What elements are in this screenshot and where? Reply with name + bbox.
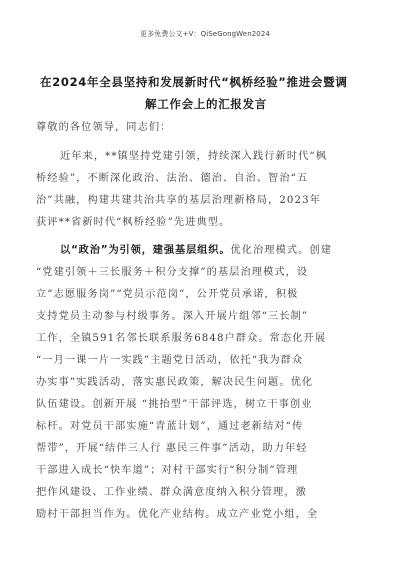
paragraph-line: 把作风建设、工作业绩、群众满意度纳入积分管理，激 bbox=[36, 487, 307, 498]
paragraph-line: 近年来，**镇坚持党建引领，持续深入践行新时代“枫 bbox=[60, 151, 328, 162]
paragraph-line: 标杆。对党员干部实施“青蓝计划”，通过老新结对“传 bbox=[36, 421, 304, 432]
paragraph-line: 获评**省新时代“枫桥经验”先进典型。 bbox=[36, 217, 231, 228]
salutation: 尊敬的各位领导，同志们： bbox=[36, 122, 172, 133]
paragraph-line: 干部进入成长“快车道”；对村干部实行“积分制”管理 bbox=[36, 465, 299, 476]
document-title-line-1: 在2024年全县坚持和发展新时代“枫桥经验”推进会暨调 bbox=[40, 75, 348, 89]
paragraph-line: 帮带”，开展“结伴三人行 惠民三件事”活动，助力年轻 bbox=[36, 443, 308, 454]
section-heading: 以“政治”为引领，建强基层组织。 bbox=[60, 245, 231, 256]
page-header: 更多免费公文+V：QiSeGongWen2024 bbox=[140, 30, 270, 38]
paragraph-lead-line bbox=[60, 244, 374, 257]
paragraph-line: “一月一课一片一实践”主题党日活动，依托“我为群众 bbox=[36, 355, 304, 366]
paragraph-line: 立“志愿服务岗”“党员示范岗”，公开党员承诺，积极 bbox=[36, 289, 299, 300]
paragraph-line: 桥经验”，不断深化政治、法治、德治、自治、智治“五 bbox=[36, 173, 309, 184]
paragraph-line: 队伍建设。创新开展 “挑抬型”干部评选，树立干事创业 bbox=[36, 399, 313, 410]
paragraph-text: 优化治理模式。创建 bbox=[230, 245, 333, 256]
paragraph-line: 治”共融，构建共建共治共享的基层治理新格局，2023年 bbox=[36, 195, 321, 206]
paragraph-line: 励村干部担当作为。优化产业结构。成立产业党小组，全 bbox=[36, 509, 319, 520]
paragraph-line: 办实事”实践活动，落实惠民政策，解决民生问题。优化 bbox=[36, 377, 314, 388]
paragraph-line: “党建引领＋三长服务＋积分支撑”的基层治理模式，设 bbox=[36, 267, 309, 278]
paragraph-line: 工作，全镇591名邻长联系服务6848户群众。常态化开展 bbox=[36, 333, 327, 344]
document-title-line-2: 解工作会上的汇报发言 bbox=[145, 97, 267, 111]
paragraph-line: 支持党员主动参与村级事务。深入开展片组邻“三长制” bbox=[36, 311, 309, 322]
